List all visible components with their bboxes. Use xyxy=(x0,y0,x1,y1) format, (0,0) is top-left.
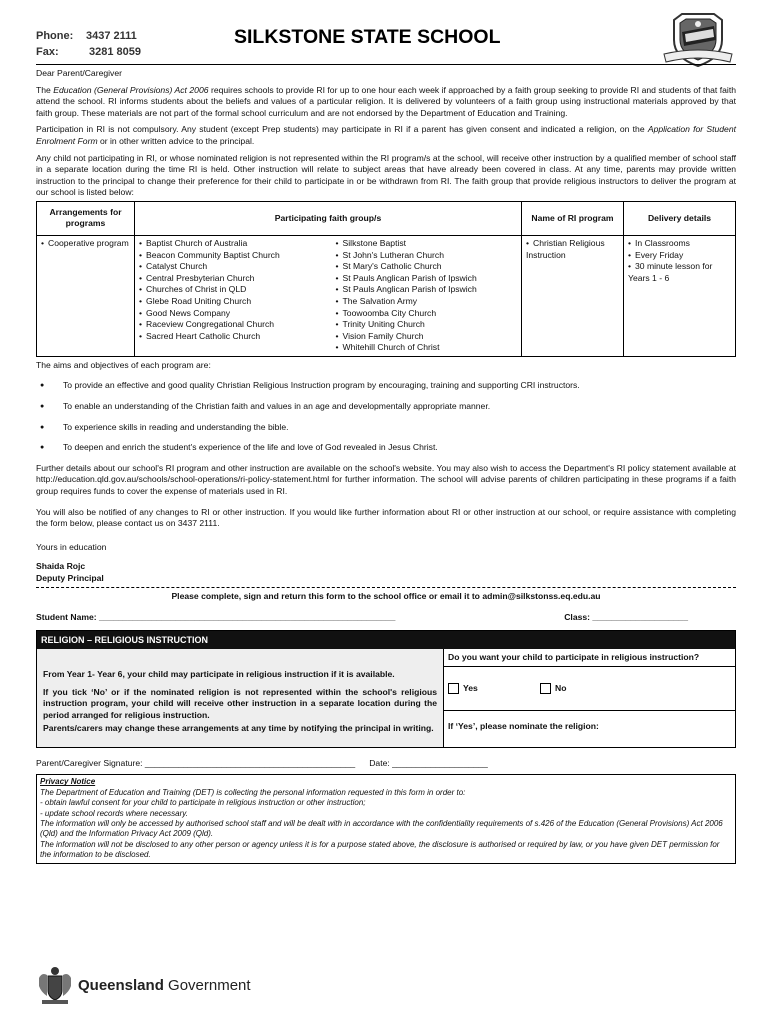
phone-number: 3437 2111 xyxy=(86,30,137,42)
phone-label: Phone: xyxy=(36,30,74,42)
list-item: • Baptist Church of Australia xyxy=(139,238,328,250)
list-item: • Central Presbyterian Church xyxy=(139,273,328,285)
fax-number: 3281 8059 xyxy=(89,46,141,58)
sign-off: Yours in education xyxy=(36,541,107,552)
yes-checkbox[interactable]: Yes xyxy=(448,677,540,700)
list-item: • Toowoomba City Church xyxy=(336,308,518,320)
list-item: • In Classrooms xyxy=(628,238,731,250)
queensland-government-logo xyxy=(36,966,251,1006)
list-item: • Trinity Uniting Church xyxy=(336,319,518,331)
list-item: • St John's Lutheran Church xyxy=(336,250,518,262)
col-header-faith-groups: Participating faith group/s xyxy=(135,201,522,235)
paragraph-notify: You will also be notified of any changes to RI or other instruction. If you would like further information about RI or other instruction at our school, or require assistance with completing the form below, please contact us on 3437 2111. xyxy=(36,506,736,529)
contact-details xyxy=(36,28,141,60)
student-name-field[interactable]: Student Name: ______________________________________________________________ xyxy=(36,612,396,623)
col-header-program-name: Name of RI program xyxy=(522,201,624,235)
list-item: • St Pauls Anglican Parish of Ipswich xyxy=(336,284,518,296)
student-details-row xyxy=(36,612,736,624)
signature-row xyxy=(36,748,736,775)
info-change: Parents/carers may change these arrangements at any time by notifying the principal in writing. xyxy=(43,723,434,734)
list-item: • Silkstone Baptist xyxy=(336,238,518,250)
list-item: ● To experience skills in reading and understanding the bible. xyxy=(36,422,736,434)
header-rule xyxy=(36,64,736,65)
no-checkbox[interactable]: No xyxy=(540,677,632,700)
signer-name: Shaida Rojc xyxy=(36,561,86,572)
form-answer-panel xyxy=(444,649,735,747)
coat-of-arms-icon xyxy=(36,966,74,1006)
list-item: • Glebe Road Uniting Church xyxy=(139,296,328,308)
privacy-notice: Privacy Notice The Department of Education and Training (DET) is collecting the personal information requested in this form in order to: - obtain lawful consent for your child to participate in religious instruction or other instruction; - update school records where necessary. The information will only be accessed by authorised school staff and will be dealt with in accordance with the confidentiality requirements of s.426 of the Education (General Provisions) Act 2006 (Qld) and the Information Privacy Act 2009 (Qld). The information will not be disclosed to any other person or agency unless it is for a purpose stated above, the disclosure is authorised or required by law, or you have given DET permission for the information to be disclosed. xyxy=(36,774,736,863)
faith-groups-col-1 xyxy=(135,235,332,356)
privacy-title: Privacy Notice xyxy=(40,777,96,787)
ri-consent-form xyxy=(36,630,736,748)
signature-field[interactable]: Parent/Caregiver Signature: ____________________________________________ xyxy=(36,757,356,768)
participation-question: Do you want your child to participate in religious instruction? xyxy=(444,649,735,667)
program-name-cell: • Christian Religious Instruction xyxy=(522,235,624,356)
list-item: • Whitehill Church of Christ xyxy=(336,342,518,354)
aims-list xyxy=(36,380,736,453)
list-item: • Sacred Heart Catholic Church xyxy=(139,331,328,343)
yes-no-row xyxy=(444,667,735,711)
list-item: • Catalyst Church xyxy=(139,261,328,273)
date-field[interactable]: Date: ____________________ xyxy=(369,757,488,768)
return-instructions: Please complete, sign and return this form to the school office or email it to admin@silkstonss.eq.edu.au xyxy=(171,590,601,601)
paragraph-participation: Participation in RI is not compulsory. Any student (except Prep students) may participate in RI if a parent has given consent and indicated a religion, on the Application for Student Enrolment Form or in other written advice to the principal. xyxy=(36,124,736,146)
list-item: • Vision Family Church xyxy=(336,331,518,343)
table-header-row xyxy=(37,201,736,235)
aims-title: The aims and objectives of each program are: xyxy=(36,359,211,370)
arrangement-cell: • Cooperative program xyxy=(37,235,135,356)
list-item: • Beacon Community Baptist Church xyxy=(139,250,328,262)
signer-title: Deputy Principal xyxy=(36,573,104,583)
list-item: • St Pauls Anglican Parish of Ipswich xyxy=(336,273,518,285)
col-header-arrangements: Arrangements for programs xyxy=(37,201,135,235)
list-item: • Every Friday xyxy=(628,250,731,262)
list-item: • The Salvation Army xyxy=(336,296,518,308)
list-item: • 30 minute lesson for Years 1 - 6 xyxy=(628,261,731,284)
nominate-religion-field[interactable]: If ‘Yes’, please nominate the religion: xyxy=(448,720,599,731)
form-section-title: RELIGION – RELIGIOUS INSTRUCTION xyxy=(37,631,735,649)
list-item: • St Mary's Catholic Church xyxy=(336,261,518,273)
info-no-option: If you tick ‘No’ or if the nominated religion is not represented within the school's religious instruction program, your child will receive other instruction in a separate location during the period arranged for religious instruction. xyxy=(43,686,437,720)
school-name: SILKSTONE STATE SCHOOL xyxy=(234,26,501,48)
checkbox-icon[interactable] xyxy=(448,683,459,694)
paragraph-other-instruction: Any child not participating in RI, or whose nominated religion is not represented within the RI program/s at the school, will receive other instruction by a qualified member of school staff in a separate location during the time RI is held. Other instruction will relate to subject areas that have already been covered in class. At any time, parents may provide written instruction to the principal to change their preference for their child to participate in or be withdrawn from RI. The faith group that provide religious instructors to deliver the program at our school is listed below: xyxy=(36,152,736,198)
faith-groups-col-2 xyxy=(332,235,522,356)
list-item: • Raceview Congregational Church xyxy=(139,319,328,331)
list-item: • Churches of Christ in QLD xyxy=(139,284,328,296)
list-item: ● To enable an understanding of the Christian faith and values in an age and developmentally appropriate manner. xyxy=(36,401,736,413)
checkbox-icon[interactable] xyxy=(540,683,551,694)
fax-label: Fax: xyxy=(36,46,59,58)
form-info-panel xyxy=(37,649,444,747)
list-item: • Good News Company xyxy=(139,308,328,320)
ri-program-table xyxy=(36,201,736,357)
brand-name: Queensland Government xyxy=(78,976,251,994)
col-header-delivery: Delivery details xyxy=(624,201,736,235)
tear-off-line xyxy=(36,587,736,588)
class-field[interactable]: Class: ____________________ xyxy=(564,612,688,623)
paragraph-further-details: Further details about our school's RI program and other instruction are available on the school's website. You may also wish to access the Department's RI policy statement available at http://education.qld.gov.au/schools/school-operations/ri-policy-statement.html for further information. The school will advise parents of children participating in these programs if a faith group requires funds to cover the expense of materials used in RI. xyxy=(36,462,736,497)
delivery-cell xyxy=(624,235,736,356)
letter-body xyxy=(36,68,736,864)
list-item: ● To deepen and enrich the student's experience of the life and love of God revealed in Jesus Christ. xyxy=(36,442,736,454)
letterhead xyxy=(36,10,736,62)
school-crest-icon xyxy=(660,10,736,68)
paragraph-ri-act: The Education (General Provisions) Act 2006 requires schools to provide RI for up to one hour each week if approached by a faith group seeking to provide RI and students of that faith attend the school. RI informs students about the beliefs and values of a particular religion. It is delivered by volunteers of a faith group using instructional materials approved by that faith group. These materials are not part of the formal school curriculum and are not endorsed by the Department of Education and Training. xyxy=(36,84,737,118)
list-item: ● To provide an effective and good quality Christian Religious Instruction program by encouraging, training and supporting CRI instructors. xyxy=(36,380,736,392)
info-years: From Year 1- Year 6, your child may participate in religious instruction if it is available. xyxy=(43,668,395,679)
table-row xyxy=(37,235,736,356)
salutation: Dear Parent/Caregiver xyxy=(36,68,122,78)
